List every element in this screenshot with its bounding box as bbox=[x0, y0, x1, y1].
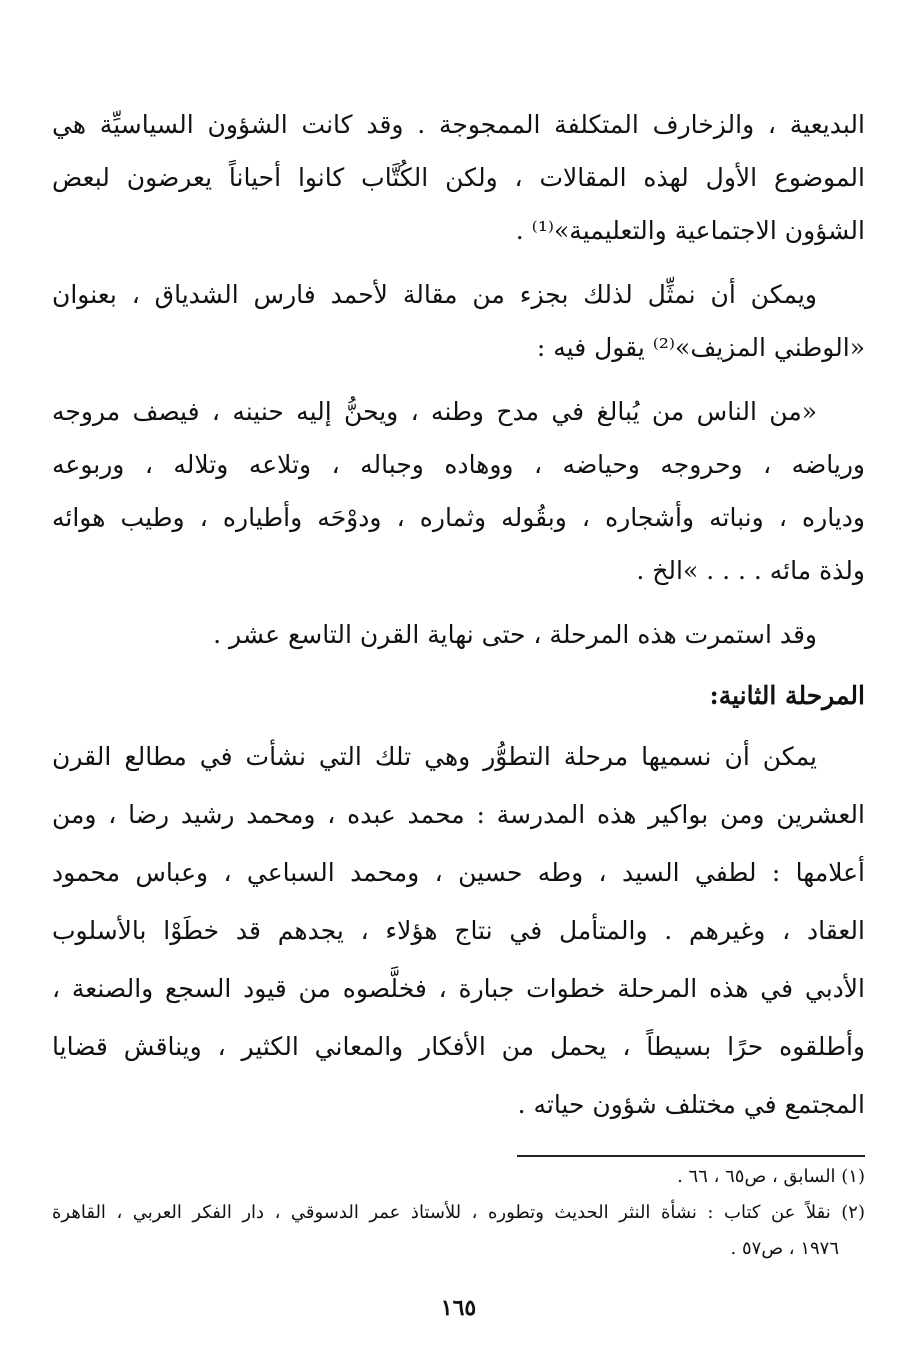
body-line: وقد استمرت هذه المرحلة ، حتى نهاية القرن التاسع عشر . bbox=[213, 620, 817, 649]
footnote-rule bbox=[517, 1155, 865, 1157]
footnote-2: (٢) نقلاً عن كتاب : نشأة النثر الحديث وتطوره ، للأستاذ عمر الدسوقي ، دار الفكر العربي ، القاهرة bbox=[52, 1202, 865, 1223]
body-line: «الوطني المزيف»⁽²⁾ يقول فيه : bbox=[536, 333, 865, 362]
body-line: الأدبي في هذه المرحلة خطوات جبارة ، فخلَّصوه من قيود السجع والصنعة ، bbox=[52, 974, 865, 1003]
body-line: العقاد ، وغيرهم . والمتأمل في نتاج هؤلاء ، يجدهم قد خطَوْا بالأسلوب bbox=[52, 916, 865, 945]
footnote-1: (١) السابق ، ص٦٥ ، ٦٦ . bbox=[677, 1166, 865, 1187]
body-line: وأطلقوه حرًا بسيطاً ، يحمل من الأفكار والمعاني الكثير ، ويناقش قضايا bbox=[52, 1032, 865, 1061]
quote-line: ودياره ، ونباته وأشجاره ، وبقُوله وثماره ، ودوْحَه وأطياره ، وطيب هوائه bbox=[52, 503, 865, 532]
body-line: الشؤون الاجتماعية والتعليمية»⁽¹⁾ . bbox=[515, 216, 865, 245]
body-line: أعلامها : لطفي السيد ، وطه حسين ، ومحمد السباعي ، وعباس محمود bbox=[52, 858, 865, 887]
page-number: ١٦٥ bbox=[440, 1295, 477, 1321]
quote-line: «من الناس من يُبالغ في مدح وطنه ، ويحنُّ إليه حنينه ، فيصف مروجه bbox=[52, 397, 817, 426]
footnote-2-continuation: ١٩٧٦ ، ص٥٧ . bbox=[730, 1238, 839, 1259]
quote-line: ورياضه ، وحروجه وحياضه ، ووهاده وجباله ، وتلاعه وتلاله ، وربوعه bbox=[52, 450, 865, 479]
body-line: العشرين ومن بواكير هذه المدرسة : محمد عبده ، ومحمد رشيد رضا ، ومن bbox=[52, 800, 865, 829]
section-heading: المرحلة الثانية: bbox=[709, 681, 865, 710]
body-line: يمكن أن نسميها مرحلة التطوُّر وهي تلك التي نشأت في مطالع القرن bbox=[52, 742, 817, 771]
body-line: البديعية ، والزخارف المتكلفة الممجوجة . وقد كانت الشؤون السياسيِّة هي bbox=[52, 110, 865, 139]
body-line: المجتمع في مختلف شؤون حياته . bbox=[517, 1090, 865, 1119]
quote-line: ولذة مائه . . . . »الخ . bbox=[636, 556, 865, 585]
body-line: ويمكن أن نمثِّل لذلك بجزء من مقالة لأحمد فارس الشدياق ، بعنوان bbox=[52, 280, 817, 309]
body-line: الموضوع الأول لهذه المقالات ، ولكن الكُتَّاب كانوا أحياناً يعرضون لبعض bbox=[52, 163, 865, 192]
